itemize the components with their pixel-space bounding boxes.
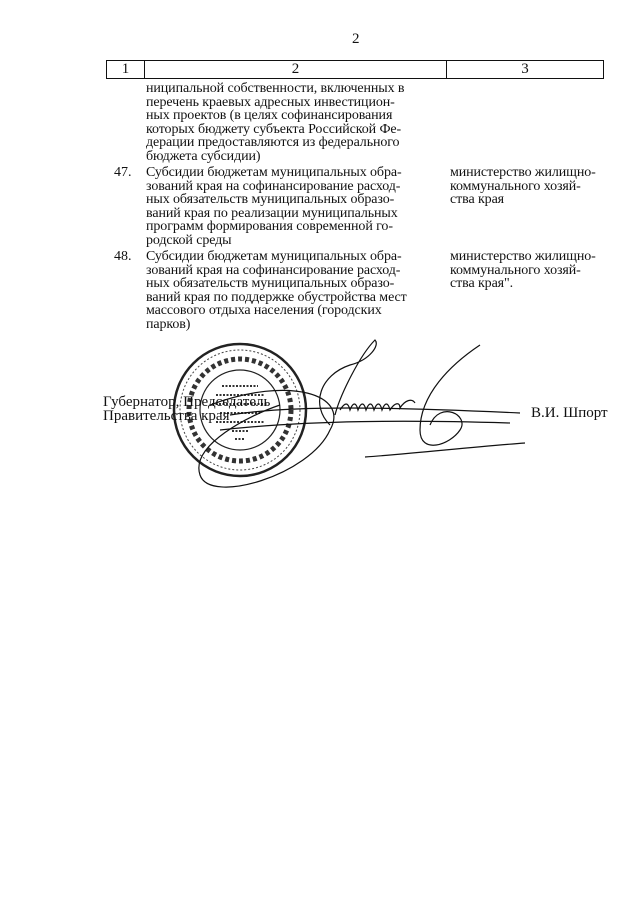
table-header: [106, 60, 604, 79]
page-number: 2: [352, 31, 360, 47]
row-administrator-48: министерство жилищно- коммунального хозяй- ства края".: [450, 249, 596, 292]
continuation-text: ниципальной собственности, включенных в перечень краевых адресных инвестицион- ных проектов (в целях софинансирования которых бюджету субъекта Российской Фе- дерации предоставляются из федерального бюджета субсидии): [146, 81, 405, 164]
handwritten-signature: [190, 335, 530, 495]
column-header-1: 1: [107, 61, 145, 78]
signatory-position: Губернатор, Председатель Правительства края: [103, 394, 271, 424]
row-number-48: 48.: [114, 249, 132, 264]
row-description-47: Субсидии бюджетам муниципальных обра- зований края на софинансирование расход- ных обязательств муниципальных образо- ваний края по реализации муниципальных программ формирования современной го- родской среды: [146, 165, 402, 248]
column-header-2: 2: [145, 61, 447, 78]
row-description-48: Субсидии бюджетам муниципальных обра- зований края на софинансирование расход- ных обязательств муниципальных образо- ваний края по поддержке обустройства мест массового отдыха населения (городских парков): [146, 249, 407, 332]
column-header-3: 3: [521, 61, 529, 77]
row-administrator-47: министерство жилищно- коммунального хозяй- ства края: [450, 165, 596, 208]
signatory-name: В.И. Шпорт: [531, 405, 608, 421]
row-number-47: 47.: [114, 165, 132, 180]
